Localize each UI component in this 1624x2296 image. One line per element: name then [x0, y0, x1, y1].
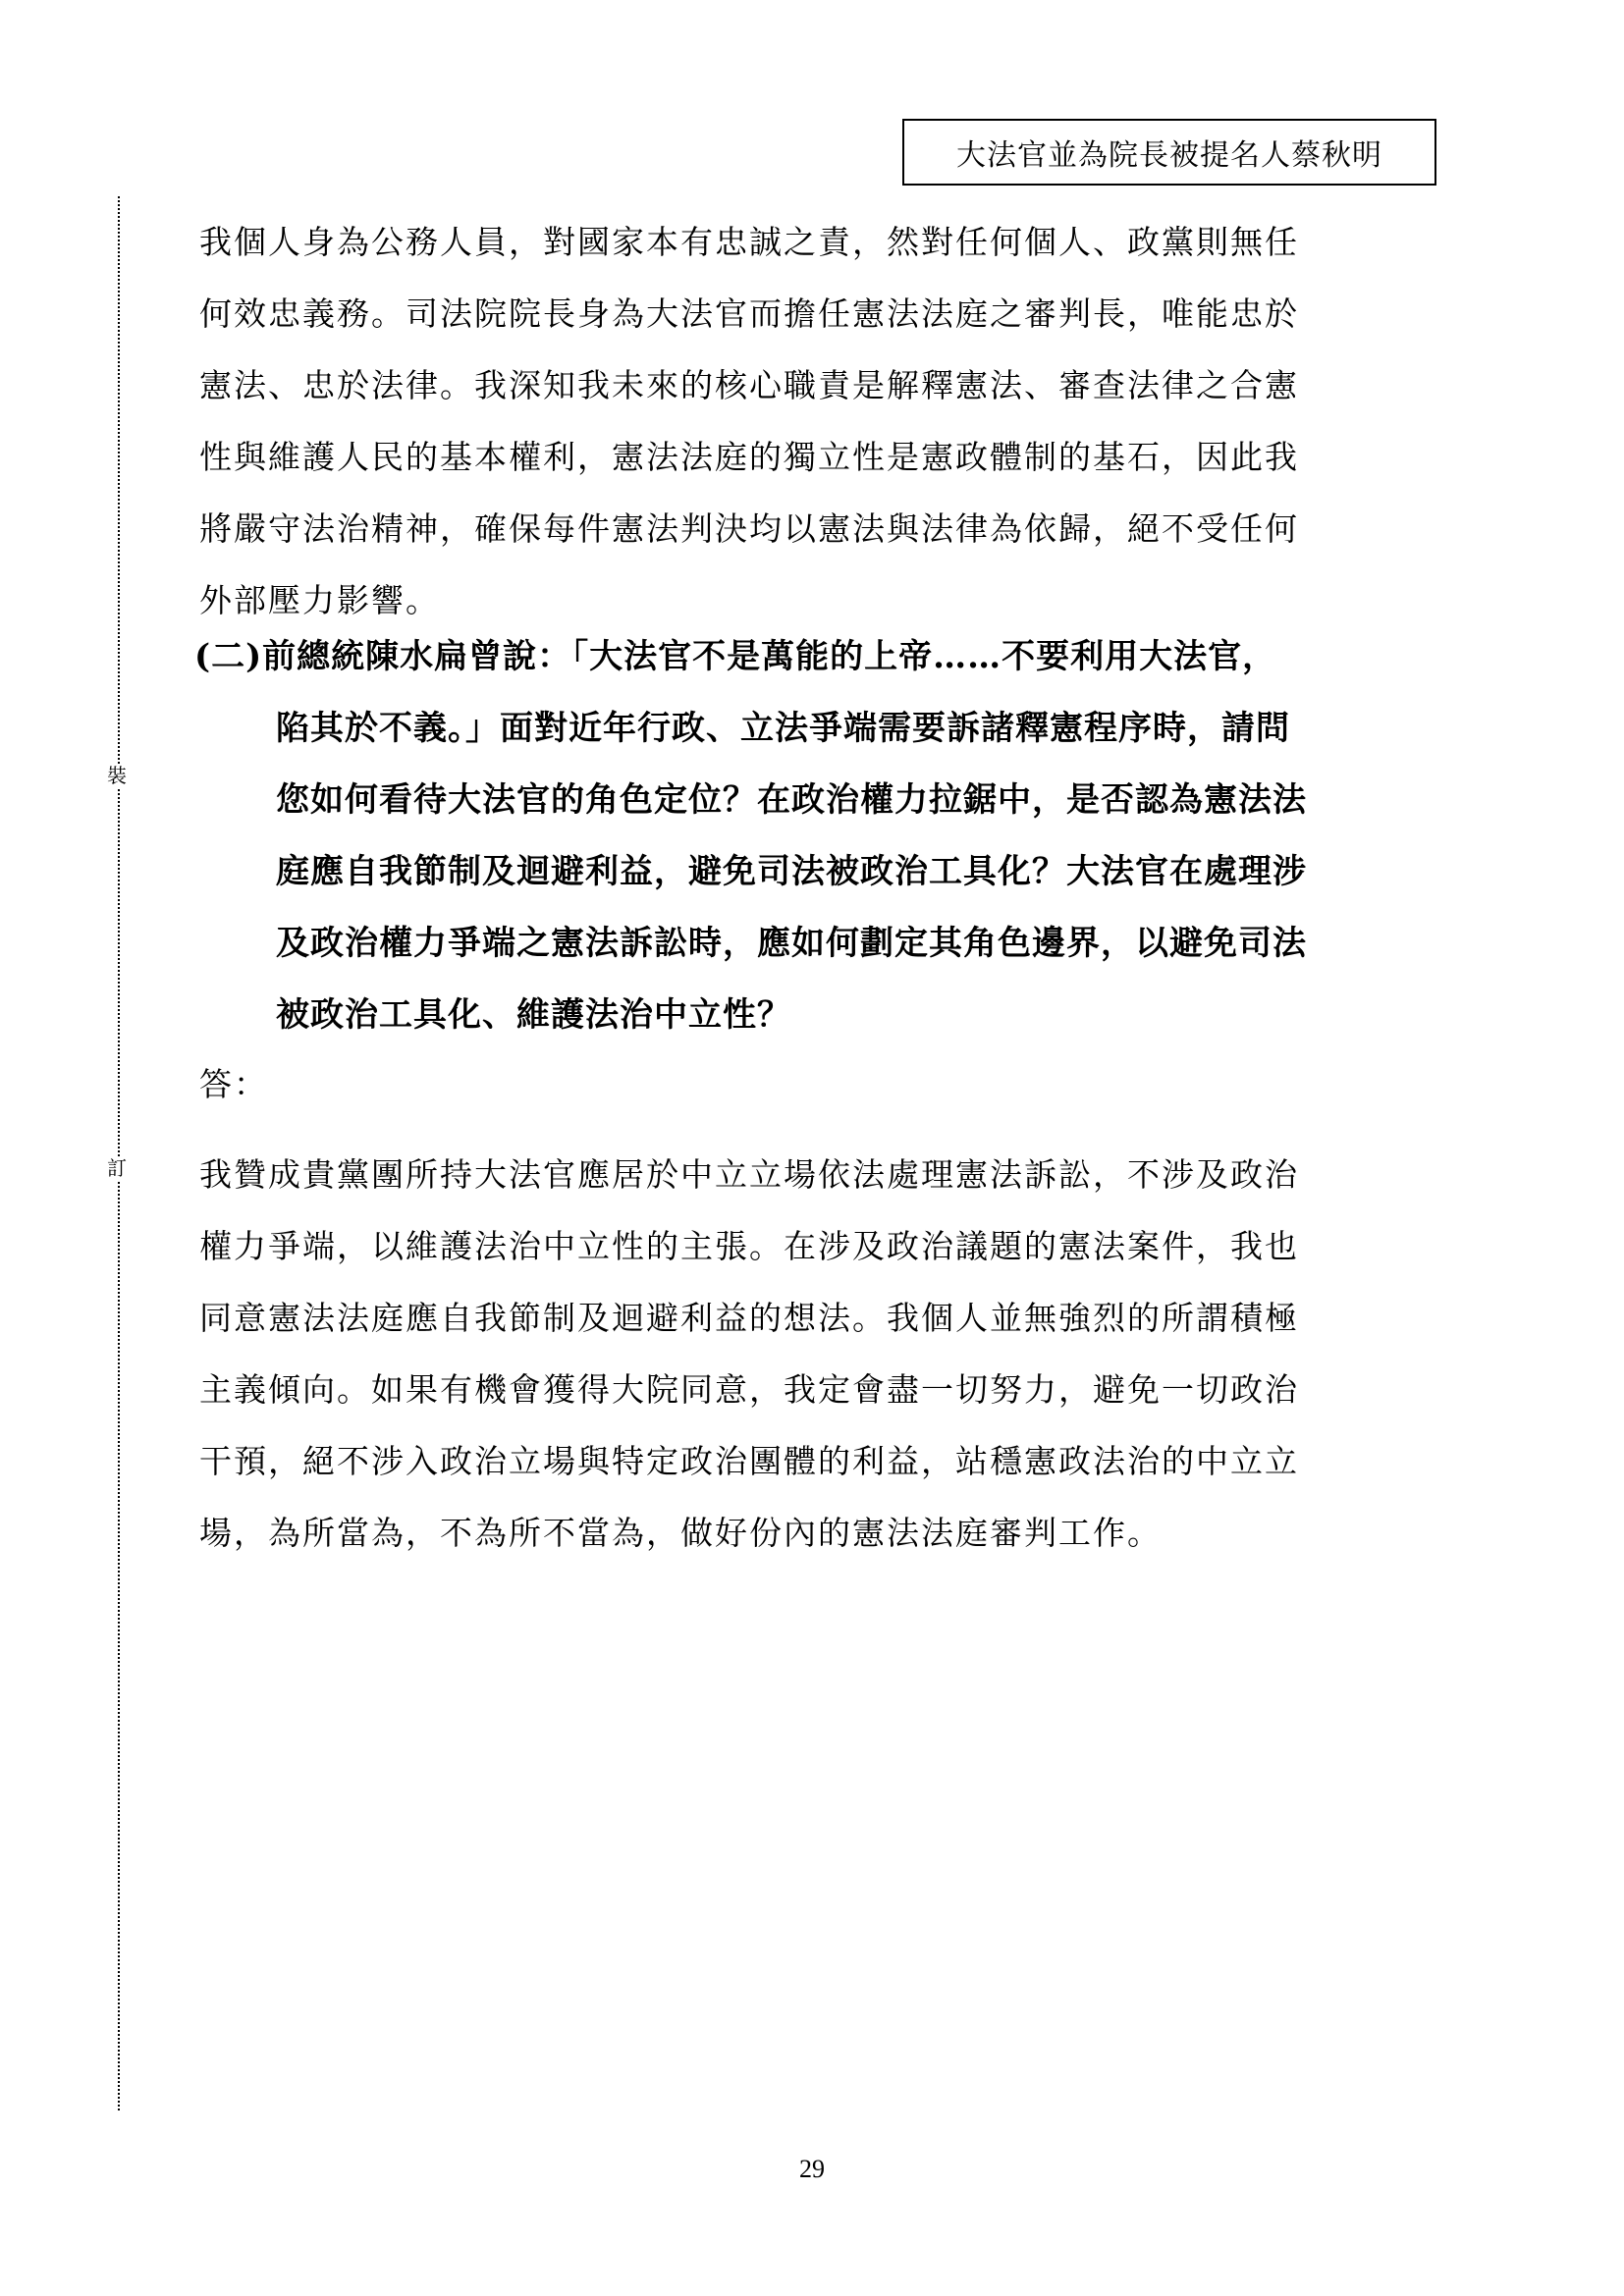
- binding-margin-line: [118, 196, 120, 2110]
- answer-line: 權力爭端，以維護法治中立性的主張。在涉及政治議題的憲法案件，我也: [199, 1227, 1299, 1265]
- question-line: 您如何看待大法官的角色定位？在政治權力拉鋸中，是否認為憲法法: [276, 780, 1307, 820]
- answer-line: 主義傾向。如果有機會獲得大院同意，我定會盡一切努力，避免一切政治: [199, 1370, 1299, 1409]
- paragraph-line: 外部壓力影響。: [199, 581, 440, 619]
- paragraph-line: 何效忠義務。司法院院長身為大法官而擔任憲法法庭之審判長，唯能忠於: [199, 294, 1299, 333]
- binding-mark-top: 裝: [102, 764, 132, 787]
- paragraph-loyalty: [199, 206, 1436, 636]
- answer-line: 干預，絕不涉入政治立場與特定政治團體的利益，站穩憲政法治的中立立: [199, 1442, 1299, 1480]
- header-title-box: [902, 119, 1436, 186]
- answer-line: 我贊成貴黨團所持大法官應居於中立立場依法處理憲法訴訟，不涉及政治: [199, 1155, 1299, 1194]
- answer-line: 場，為所當為，不為所不當為，做好份內的憲法法庭審判工作。: [199, 1514, 1162, 1552]
- question-line: 庭應自我節制及迴避利益，避免司法被政治工具化？大法官在處理涉: [276, 852, 1307, 891]
- paragraph-line: 我個人身為公務人員，對國家本有忠誠之責，然對任何個人、政黨則無任: [199, 223, 1299, 261]
- question-line: 陷其於不義。」面對近年行政、立法爭端需要訴諸釋憲程序時，請問: [276, 709, 1290, 748]
- question-line: (二)前總統陳水扁曾說：「大法官不是萬能的上帝……不要利用大法官，: [194, 637, 1277, 676]
- question-line: 及政治權力爭端之憲法訴訟時，應如何劃定其角色邊界，以避免司法: [276, 924, 1307, 963]
- answer-label: 答：: [199, 1065, 268, 1103]
- answer-paragraph: [199, 1139, 1436, 1569]
- header-title: 大法官並為院長被提名人蔡秋明: [956, 138, 1382, 173]
- page-number: 29: [799, 2155, 825, 2183]
- question-line: 被政治工具化、維護法治中立性？: [276, 995, 791, 1035]
- binding-mark-bottom: 訂: [102, 1156, 132, 1180]
- paragraph-line: 性與維護人民的基本權利，憲法法庭的獨立性是憲政體制的基石，因此我: [199, 438, 1299, 476]
- answer-line: 同意憲法法庭應自我節制及迴避利益的想法。我個人並無強烈的所謂積極: [199, 1299, 1299, 1337]
- question-two: [194, 621, 1441, 1051]
- paragraph-line: 憲法、忠於法律。我深知我未來的核心職責是解釋憲法、審查法律之合憲: [199, 366, 1299, 404]
- paragraph-line: 將嚴守法治精神，確保每件憲法判決均以憲法與法律為依歸，絕不受任何: [199, 509, 1299, 548]
